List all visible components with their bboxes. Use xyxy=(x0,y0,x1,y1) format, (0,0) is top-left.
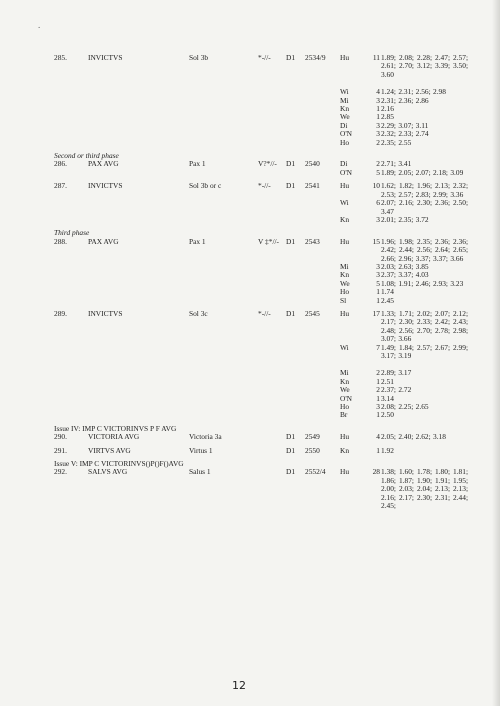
reverse-legend: PAX AVG xyxy=(88,159,119,169)
coin-count: 2 xyxy=(376,137,380,147)
coin-weights: 2.07; 2.16; 2.30; 2.36; 2.50; 3.47 xyxy=(381,198,468,216)
hoard-code: Hu xyxy=(340,53,350,62)
hoard-row xyxy=(54,386,484,394)
hoard-code: O'N xyxy=(340,129,353,139)
hoard-code: We xyxy=(340,278,350,288)
officina: D1 xyxy=(286,236,296,246)
coin-weights: 2.16 xyxy=(381,104,394,114)
coin-count: 2 xyxy=(376,368,380,378)
coin-count: 3 xyxy=(376,129,380,139)
hoard-code: Ho xyxy=(340,402,350,412)
coin-weights: 2.01; 2.35; 3.72 xyxy=(381,214,429,224)
coin-count: 3 xyxy=(376,261,380,271)
reverse-type: Pax 1 xyxy=(189,236,206,246)
hoard-row xyxy=(54,54,484,79)
catalogue-entry xyxy=(54,182,484,224)
coin-count: 4 xyxy=(376,432,380,442)
catalogue-entry xyxy=(54,160,484,177)
coin-weights: 2.89; 3.17 xyxy=(381,368,412,378)
coin-weights: 2.50 xyxy=(381,410,394,420)
officina: D1 xyxy=(286,467,296,477)
coin-weights: 2.29; 3.07; 3.11 xyxy=(381,120,429,130)
ric-reference: 2550 xyxy=(305,445,320,455)
hoard-code: Kn xyxy=(340,270,350,280)
coin-count: 1 xyxy=(376,104,380,114)
coin-count: 15 xyxy=(372,236,380,246)
coin-count: 1 xyxy=(376,295,380,305)
coin-count: 17 xyxy=(372,308,380,318)
hoard-code: Mi xyxy=(340,95,349,105)
reverse-type: Virtus 1 xyxy=(189,445,213,455)
reverse-legend: INVICTVS xyxy=(88,308,123,318)
coin-weights: 2.37; 3.37; 4.03 xyxy=(381,270,429,280)
section-heading: Third phase xyxy=(54,228,90,238)
coin-weights: 2.31; 2.36; 2.86 xyxy=(381,95,429,105)
hoard-code: We xyxy=(340,385,350,395)
coin-weights: 2.45 xyxy=(381,295,394,305)
ric-reference: 2543 xyxy=(305,236,320,246)
coin-count: 1 xyxy=(376,376,380,386)
hoard-row xyxy=(54,447,484,455)
coin-count: 4 xyxy=(376,87,380,97)
hoard-row xyxy=(54,344,484,361)
coin-count: 6 xyxy=(376,198,380,208)
coin-weights: 1.89; 2.05; 2.07; 2.18; 3.09 xyxy=(381,167,464,177)
coin-weights: 1.89; 2.08; 2.28; 2.47; 2.57; 2.61; 2.70; 3.12; 3.39; 3.50; 3.60 xyxy=(381,53,468,79)
coin-weights: 1.92 xyxy=(381,445,394,455)
reverse-type: Sol 3b or c xyxy=(189,181,222,191)
section-heading: Second or third phase xyxy=(54,151,119,161)
hoard-code: Sl xyxy=(340,295,347,305)
catalogue-entry xyxy=(54,447,484,455)
reverse-type: Salus 1 xyxy=(189,467,211,477)
hoard-code: Wi xyxy=(340,342,349,352)
coin-count: 2 xyxy=(376,385,380,395)
entry-number: 285. xyxy=(54,53,67,62)
catalogue-entry xyxy=(54,468,484,510)
mint-mark: *-//- xyxy=(258,308,271,318)
hoard-finds xyxy=(54,433,484,441)
coin-catalogue xyxy=(54,54,484,516)
hoard-finds xyxy=(54,182,484,224)
hoard-code: Di xyxy=(340,159,348,169)
hoard-code: Hu xyxy=(340,308,350,318)
entry-number: 289. xyxy=(54,308,67,318)
coin-count: 10 xyxy=(372,181,380,191)
coin-count: 3 xyxy=(376,402,380,412)
hoard-row xyxy=(54,216,484,224)
coin-weights: 2.35; 2.55 xyxy=(381,137,412,147)
hoard-row xyxy=(54,182,484,199)
officina: D1 xyxy=(286,445,296,455)
hoard-code: Di xyxy=(340,120,348,130)
coin-weights: 2.03; 2.63; 3.85 xyxy=(381,261,429,271)
hoard-code: Hu xyxy=(340,236,350,246)
mint-mark: *-//- xyxy=(258,181,271,191)
reverse-type: Pax 1 xyxy=(189,159,206,169)
reverse-type: Victoria 3a xyxy=(189,432,222,442)
hoard-row xyxy=(54,297,484,305)
ric-reference: 2541 xyxy=(305,181,320,191)
reverse-legend: PAX AVG xyxy=(88,236,119,246)
reverse-legend: VIRTVS AVG xyxy=(88,445,131,455)
coin-weights: 3.14 xyxy=(381,393,394,403)
hoard-row xyxy=(54,411,484,419)
hoard-row xyxy=(54,433,484,441)
coin-weights: 2.32; 2.33; 2.74 xyxy=(381,129,429,139)
hoard-code: Wi xyxy=(340,87,349,97)
coin-count: 1 xyxy=(376,445,380,455)
coin-weights: 2.08; 2.25; 2.65 xyxy=(381,402,429,412)
coin-weights: 1.49; 1.84; 2.57; 2.67; 2.99; 3.17; 3.19 xyxy=(381,342,468,360)
hoard-finds xyxy=(54,54,484,147)
mint-mark: *-//- xyxy=(258,53,271,62)
hoard-code: Hu xyxy=(340,432,350,442)
entry-number: 288. xyxy=(54,236,67,246)
hoard-code: O'N xyxy=(340,167,353,177)
ric-reference: 2545 xyxy=(305,308,320,318)
hoard-code: Kn xyxy=(340,445,350,455)
coin-weights: 1.38; 1.60; 1.78; 1.80; 1.81; 1.86; 1.87; 1.90; 1.91; 1.95; 2.00; 2.03; 2.04; 2.13; 2.13; 2.16; 2.17; 2.30; 2.31; 2.44; 2.45; xyxy=(381,467,468,511)
hoard-row xyxy=(54,378,484,386)
reverse-type: Sol 3b xyxy=(189,53,209,62)
reverse-type: Sol 3c xyxy=(189,308,208,318)
hoard-row xyxy=(54,468,484,510)
mint-mark: V?*//- xyxy=(258,159,277,169)
hoard-row xyxy=(54,97,484,105)
coin-weights: 2.85 xyxy=(381,112,394,122)
reverse-legend: VICTORIA AVG xyxy=(88,432,140,442)
page-number: 12 xyxy=(232,679,246,692)
coin-weights: 2.71; 3.41 xyxy=(381,159,412,169)
hoard-row xyxy=(54,310,484,344)
ric-reference: 2552/4 xyxy=(305,467,326,477)
entry-number: 286. xyxy=(54,159,67,169)
hoard-code: Wi xyxy=(340,198,349,208)
officina: D1 xyxy=(286,432,296,442)
page-mark: . xyxy=(38,20,41,30)
hoard-code: Hu xyxy=(340,181,350,191)
section-heading: Issue IV: IMP C VICTORINVS P F AVG xyxy=(54,423,177,433)
coin-weights: 1.74 xyxy=(381,287,394,297)
coin-count: 1 xyxy=(376,112,380,122)
hoard-row xyxy=(54,288,484,296)
mint-mark: V ‡*//- xyxy=(258,236,280,246)
coin-weights: 2.51 xyxy=(381,376,394,386)
coin-count: 3 xyxy=(376,120,380,130)
entry-number: 287. xyxy=(54,181,67,191)
coin-weights: 1.62; 1.82; 1.96; 2.13; 2.32; 2.53; 2.57; 2.83; 2.99; 3.36 xyxy=(381,181,468,199)
coin-count: 7 xyxy=(376,342,380,352)
catalogue-entry xyxy=(54,310,484,420)
hoard-row xyxy=(54,130,484,138)
coin-weights: 1.24; 2.31; 2.56; 2.98 xyxy=(381,87,446,97)
hoard-code: Br xyxy=(340,410,348,420)
officina: D1 xyxy=(286,159,296,169)
coin-weights: 1.33; 1.71; 2.02; 2.07; 2.12; 2.17; 2.30; 2.33; 2.42; 2.43; 2.48; 2.56; 2.70; 2.78; 2.98; 3.07; 3.66 xyxy=(381,308,468,344)
ric-reference: 2534/9 xyxy=(305,53,326,62)
hoard-row xyxy=(54,369,484,377)
hoard-code: Ho xyxy=(340,137,350,147)
entry-number: 291. xyxy=(54,445,67,455)
officina: D1 xyxy=(286,53,296,62)
coin-count: 1 xyxy=(376,393,380,403)
hoard-finds xyxy=(54,447,484,455)
coin-count: 28 xyxy=(372,467,380,477)
coin-weights: 2.05; 2.40; 2.62; 3.18 xyxy=(381,432,446,442)
hoard-row xyxy=(54,169,484,177)
section-heading: Issue V: IMP C VICTORINVS()P()F()AVG xyxy=(54,459,184,469)
hoard-code: Kn xyxy=(340,214,350,224)
hoard-row xyxy=(54,238,484,263)
coin-weights: 1.96; 1.98; 2.35; 2.36; 2.36; 2.42; 2.44; 2.56; 2.64; 2.65; 2.66; 2.96; 3.37; 3.37; 3.66 xyxy=(381,236,468,263)
hoard-row xyxy=(54,139,484,147)
coin-count: 1 xyxy=(376,287,380,297)
coin-count: 3 xyxy=(376,95,380,105)
hoard-row xyxy=(54,105,484,113)
hoard-row xyxy=(54,280,484,288)
ric-reference: 2549 xyxy=(305,432,320,442)
reverse-legend: INVICTVS xyxy=(88,181,123,191)
ric-reference: 2540 xyxy=(305,159,320,169)
catalogue-entry xyxy=(54,433,484,441)
coin-count: 5 xyxy=(376,167,380,177)
coin-count: 2 xyxy=(376,159,380,169)
officina: D1 xyxy=(286,181,296,191)
hoard-finds xyxy=(54,310,484,420)
hoard-finds xyxy=(54,160,484,177)
hoard-code: We xyxy=(340,112,350,122)
coin-count: 1 xyxy=(376,410,380,420)
catalogue-entry xyxy=(54,238,484,305)
coin-count: 3 xyxy=(376,214,380,224)
reverse-legend: SALVS AVG xyxy=(88,467,128,477)
hoard-code: Mi xyxy=(340,261,349,271)
officina: D1 xyxy=(286,308,296,318)
entry-number: 292. xyxy=(54,467,67,477)
coin-weights: 1.08; 1.91; 2.46; 2.93; 3.23 xyxy=(381,278,464,288)
hoard-finds xyxy=(54,238,484,305)
entry-number: 290. xyxy=(54,432,67,442)
hoard-code: Kn xyxy=(340,104,350,114)
hoard-code: Mi xyxy=(340,368,349,378)
coin-count: 11 xyxy=(372,53,380,62)
hoard-finds xyxy=(54,468,484,510)
coin-weights: 2.37; 2.72 xyxy=(381,385,412,395)
hoard-row xyxy=(54,403,484,411)
hoard-code: Hu xyxy=(340,467,350,477)
catalogue-entry xyxy=(54,54,484,147)
hoard-code: O'N xyxy=(340,393,353,403)
coin-count: 5 xyxy=(376,278,380,288)
hoard-code: Ho xyxy=(340,287,350,297)
coin-count: 3 xyxy=(376,270,380,280)
reverse-legend: INVICTVS xyxy=(88,53,123,62)
hoard-row xyxy=(54,199,484,216)
hoard-code: Kn xyxy=(340,376,350,386)
